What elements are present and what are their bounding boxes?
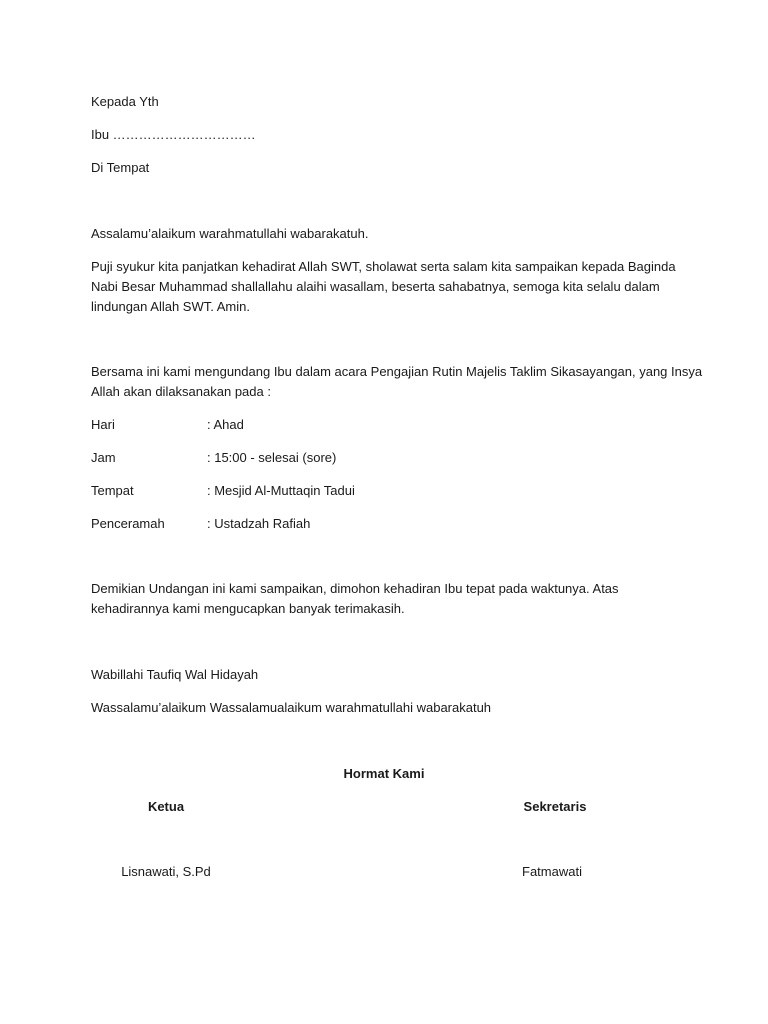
detail-label: Tempat <box>91 483 134 498</box>
invitation-line: Bersama ini kami mengundang Ibu dalam acara Pengajian Rutin Majelis Taklim Sikasayangan, yang Insya <box>91 364 703 379</box>
invitation-line: Allah akan dilaksanakan pada : <box>91 384 271 399</box>
opening-line: lindungan Allah SWT. Amin. <box>91 299 250 314</box>
closing-line: kehadirannya kami mengucapkan banyak terimakasih. <box>91 601 405 616</box>
detail-label: Penceramah <box>91 516 165 531</box>
signature-left-title: Ketua <box>147 799 185 814</box>
recipient-place: Di Tempat <box>91 160 150 175</box>
detail-value: : 15:00 - selesai (sore) <box>207 450 337 465</box>
detail-label: Hari <box>91 417 115 432</box>
detail-value: : Mesjid Al-Muttaqin Tadui <box>207 483 355 498</box>
wabillahi-line: Wabillahi Taufiq Wal Hidayah <box>91 667 259 682</box>
opening-paragraph <box>91 257 691 317</box>
opening-line: Nabi Besar Muhammad shallallahu alaihi wasallam, beserta sahabatnya, semoga kita selalu dalam <box>91 279 660 294</box>
detail-row-place <box>91 481 355 501</box>
signature-right-name: Fatmawati <box>522 864 582 879</box>
detail-row-speaker <box>91 514 310 534</box>
detail-label: Jam <box>91 450 116 465</box>
detail-value: : Ustadzah Rafiah <box>207 516 311 531</box>
invitation-paragraph <box>91 362 703 402</box>
recipient-to: Kepada Yth <box>91 94 159 109</box>
opening-line: Puji syukur kita panjatkan kehadirat Allah SWT, sholawat serta salam kita sampaikan kepada Baginda <box>91 259 676 274</box>
closing-paragraph <box>91 579 691 619</box>
detail-row-day <box>91 415 244 435</box>
detail-value: : Ahad <box>207 417 244 432</box>
wassalam-line: Wassalamu’alaikum Wassalamualaikum warahmatullahi wabarakatuh <box>91 700 492 715</box>
closing-line: Demikian Undangan ini kami sampaikan, dimohon kehadiran Ibu tepat pada waktunya. Atas <box>91 581 619 596</box>
detail-row-time <box>91 448 336 468</box>
greeting: Assalamu’alaikum warahmatullahi wabarakatuh. <box>91 226 369 241</box>
signature-header: Hormat Kami <box>343 766 425 781</box>
signature-left-name: Lisnawati, S.Pd <box>121 864 211 879</box>
signature-right-title: Sekretaris <box>523 799 587 814</box>
recipient-name: Ibu …………………………… <box>91 127 256 142</box>
